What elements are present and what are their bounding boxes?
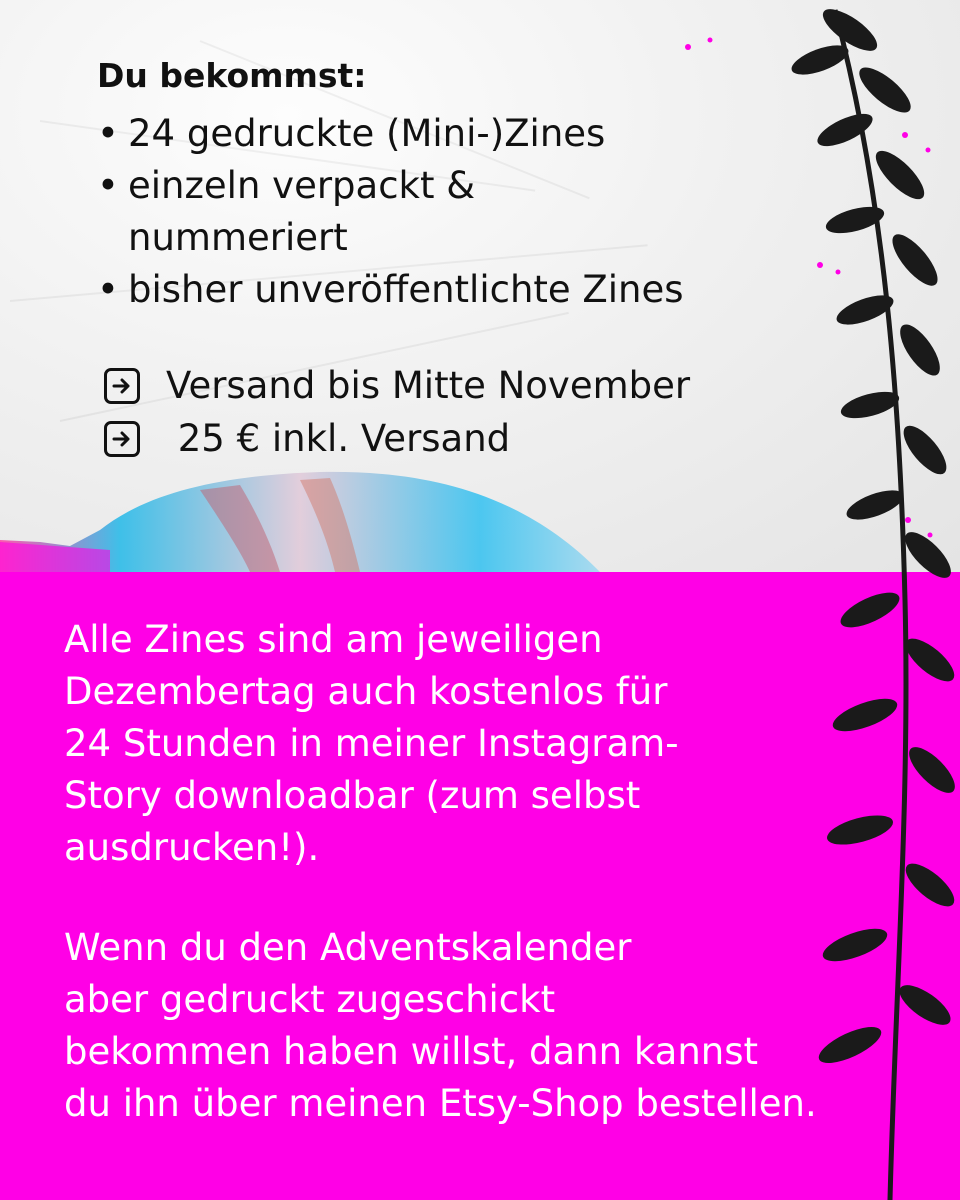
price-info-row [104,417,510,460]
etsy-order-paragraph: Wenn du den Adventskalender aber gedruckt zugeschickt bekommen haben willst, dann kannst du ihn über meinen Etsy-Shop bestellen. [64,926,817,1125]
vine-illustration [660,0,960,1200]
watercolor-blob [0,460,620,572]
list-item: • einzeln verpackt & nummeriert [97,160,684,264]
list-item: • bisher unveröffentlichte Zines [97,264,684,316]
feature-list [97,108,684,316]
card-title: Du bekommst: [97,56,367,95]
arrow-right-box-icon [104,368,140,404]
price-text: 25 € inkl. Versand [166,417,511,460]
arrow-right-box-icon [104,421,140,457]
free-download-paragraph: Alle Zines sind am jeweiligen Dezembertag auch kostenlos für 24 Stunden in meiner Instagram- Story downloadbar (zum selbst ausdrucken!). [64,618,679,869]
shipping-text: Versand bis Mitte November [166,364,691,407]
shipping-info-row [104,364,690,407]
list-item: • 24 gedruckte (Mini-)Zines [97,108,684,160]
